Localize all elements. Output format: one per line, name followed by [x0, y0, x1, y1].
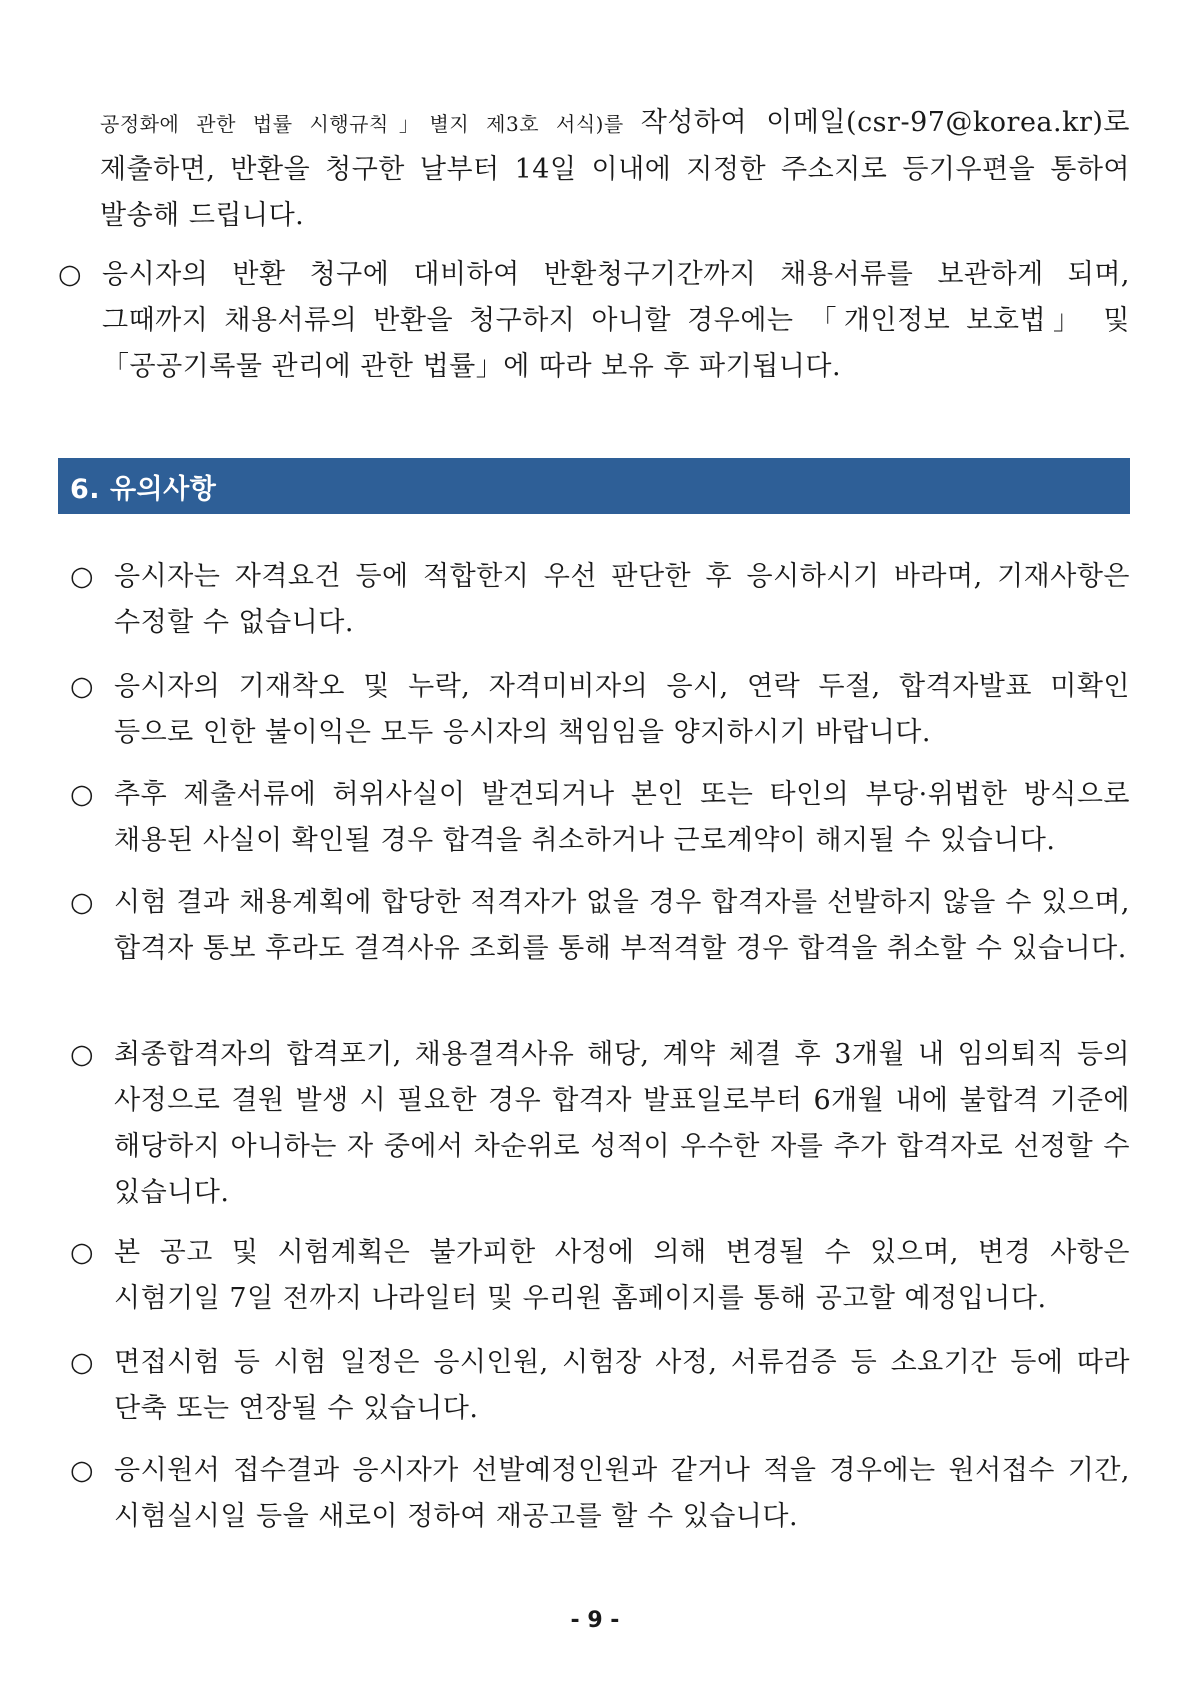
section-header — [58, 458, 1130, 514]
list-item-text: 응시자의 반환 청구에 대비하여 반환청구기간까지 채용서류를 보관하게 되며, 그때까지 채용서류의 반환을 청구하지 아니할 경우에는 「개인정보 보호법」 및 「공공기록물 관리에 관한 법률」에 따라 보유 후 파기됩니다. — [102, 259, 1130, 382]
circle-bullet-icon: ○ — [70, 1347, 94, 1378]
section-title: 6. 유의사항 — [70, 473, 217, 505]
list-item — [70, 1230, 1130, 1322]
list-item-text: 응시자의 기재착오 및 누락, 자격미비자의 응시, 연락 두절, 합격자발표 미확인 등으로 인한 불이익은 모두 응시자의 책임임을 양지하시기 바랍니다. — [114, 671, 1130, 748]
list-item — [70, 554, 1130, 646]
list-item-text: 응시자는 자격요건 등에 적합한지 우선 판단한 후 응시하시기 바라며, 기재사항은 수정할 수 없습니다. — [114, 561, 1130, 638]
circle-bullet-icon: ○ — [58, 259, 82, 290]
list-item — [70, 880, 1130, 972]
circle-bullet-icon: ○ — [70, 779, 94, 810]
page-number: - 9 - — [570, 1608, 620, 1633]
list-item — [70, 664, 1130, 756]
circle-bullet-icon: ○ — [70, 671, 94, 702]
list-item — [58, 252, 1130, 390]
list-item-text: 최종합격자의 합격포기, 채용결격사유 해당, 계약 체결 후 3개월 내 임의퇴직 등의 사정으로 결원 발생 시 필요한 경우 합격자 발표일로부터 6개월 내에 불합격 기준에 해당하지 아니하는 자 중에서 차순위로 성적이 우수한 자를 추가 합격자로 선정할 수 있습니다. — [114, 1039, 1130, 1208]
list-item-text: 면접시험 등 시험 일정은 응시인원, 시험장 사정, 서류검증 등 소요기간 등에 따라 단축 또는 연장될 수 있습니다. — [114, 1347, 1130, 1424]
circle-bullet-icon: ○ — [70, 1039, 94, 1070]
circle-bullet-icon: ○ — [70, 1237, 94, 1268]
circle-bullet-icon: ○ — [70, 561, 94, 592]
list-item — [70, 1448, 1130, 1540]
list-item — [70, 1340, 1130, 1432]
list-item — [70, 1032, 1130, 1216]
circle-bullet-icon: ○ — [70, 1455, 94, 1486]
list-item — [70, 772, 1130, 864]
list-item-text: 시험 결과 채용계획에 합당한 적격자가 없을 경우 합격자를 선발하지 않을 수 있으며, 합격자 통보 후라도 결격사유 조회를 통해 부적격할 경우 합격을 취소할 수 있습니다. — [114, 887, 1130, 964]
list-item-text: 추후 제출서류에 허위사실이 발견되거나 본인 또는 타인의 부당·위법한 방식으로 채용된 사실이 확인될 경우 합격을 취소하거나 근로계약이 해지될 수 있습니다. — [114, 779, 1130, 856]
circle-bullet-icon: ○ — [70, 887, 94, 918]
list-item-text: 본 공고 및 시험계획은 불가피한 사정에 의해 변경될 수 있으며, 변경 사항은 시험기일 7일 전까지 나라일터 및 우리원 홈페이지를 통해 공고할 예정입니다. — [114, 1237, 1130, 1314]
list-item-text: 응시원서 접수결과 응시자가 선발예정인원과 같거나 적을 경우에는 원서접수 기간, 시험실시일 등을 새로이 정하여 재공고를 할 수 있습니다. — [114, 1455, 1130, 1532]
continuation-line-1-rest: 작성하여 이메일(csr-97@korea.kr)로 — [640, 107, 1130, 138]
continuation-line-1: 공정화에 관한 법률 시행규칙」별지 제3호 서식)를 — [100, 112, 641, 136]
continuation-paragraph — [100, 100, 1130, 239]
continuation-text: 제출하면, 반환을 청구한 날부터 14일 이내에 지정한 주소지로 등기우편을 통하여 발송해 드립니다. — [100, 154, 1130, 231]
